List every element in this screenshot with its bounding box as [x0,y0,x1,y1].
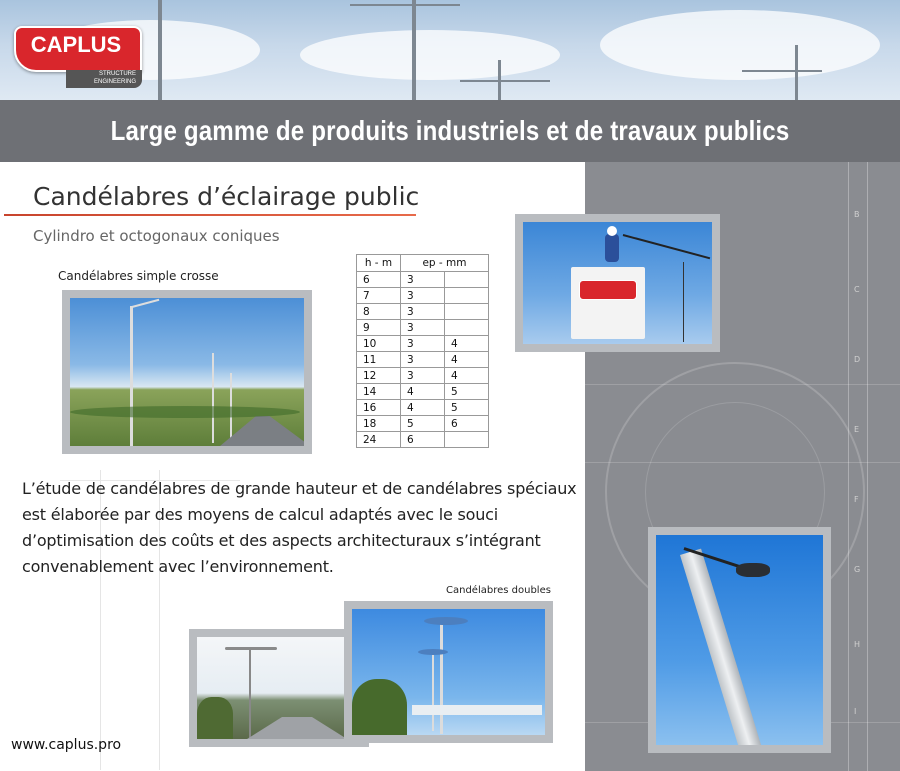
description-paragraph: L’étude de candélabres de grande hauteur et de candélabres spéciaux est élaborée par des moyens de calcul adaptés avec le souci d’optimisation des coûts et des aspects architecturaux s’intégrant convenablement avec l’environnement. [22,479,577,576]
caption-simple-crosse: Candélabres simple crosse [58,269,219,283]
banner-title: Large gamme de produits industriels et de travaux publics [110,115,790,146]
photo-tall-pole [648,527,831,753]
dimensions-table [356,254,489,448]
table-row: 8 3 [357,304,489,320]
table-header-row [357,255,489,272]
table-row: 16 4 5 [357,400,489,416]
photo-simple-crosse [62,290,312,454]
table-row: 10 3 4 [357,336,489,352]
header-thickness: ep - mm [401,255,489,272]
table-row: 12 3 4 [357,368,489,384]
drawing-ruler [848,162,868,771]
table-row: 9 3 [357,320,489,336]
title-banner [0,100,900,162]
photo-highway-doubles [189,629,369,747]
table-row: 14 4 5 [357,384,489,400]
title-underline [4,214,416,216]
header-height: h - m [357,255,401,272]
photo-bridge-doubles [344,601,553,743]
website-url[interactable]: www.caplus.pro [11,737,122,753]
section-subtitle: Cylindro et octogonaux coniques [33,227,280,245]
logo-name: CAPLUS [30,32,122,57]
table-row: 24 6 [357,432,489,448]
photo-installation-worker [515,214,720,352]
table-row: 7 3 [357,288,489,304]
table-row: 6 3 [357,272,489,288]
brochure-page: Large gamme de produits industriels et de travaux publics CAPLUS STRUCTURE ENGINEERING B C D E F G H I Candélabres d’éclairage public Cylindro et octogonaux coniques Candélabres simple crosse h - m ep - mm 6 3 7 3 8 3 9 3 10 3 4 11 3 4 12 3 4 14 4 5 16 4 5 18 5 6 24 6 L’étude de candélabres de grande hauteur et de candélabres spéciaux est élaborée par des moyens de calcul adaptés avec le souci d’optimisation des coûts et des aspects architecturaux s’intégrant convenablement avec l’environnement. Candélabres doubles www.caplus.pro [0,0,900,771]
caption-doubles: Candélabres doubles [446,585,551,596]
table-row: 18 5 6 [357,416,489,432]
caplus-logo [14,26,142,88]
logo-sub-1: STRUCTURE [99,71,136,77]
logo-sub-2: ENGINEERING [93,79,136,85]
section-title: Candélabres d’éclairage public [33,182,420,211]
table-row: 11 3 4 [357,352,489,368]
